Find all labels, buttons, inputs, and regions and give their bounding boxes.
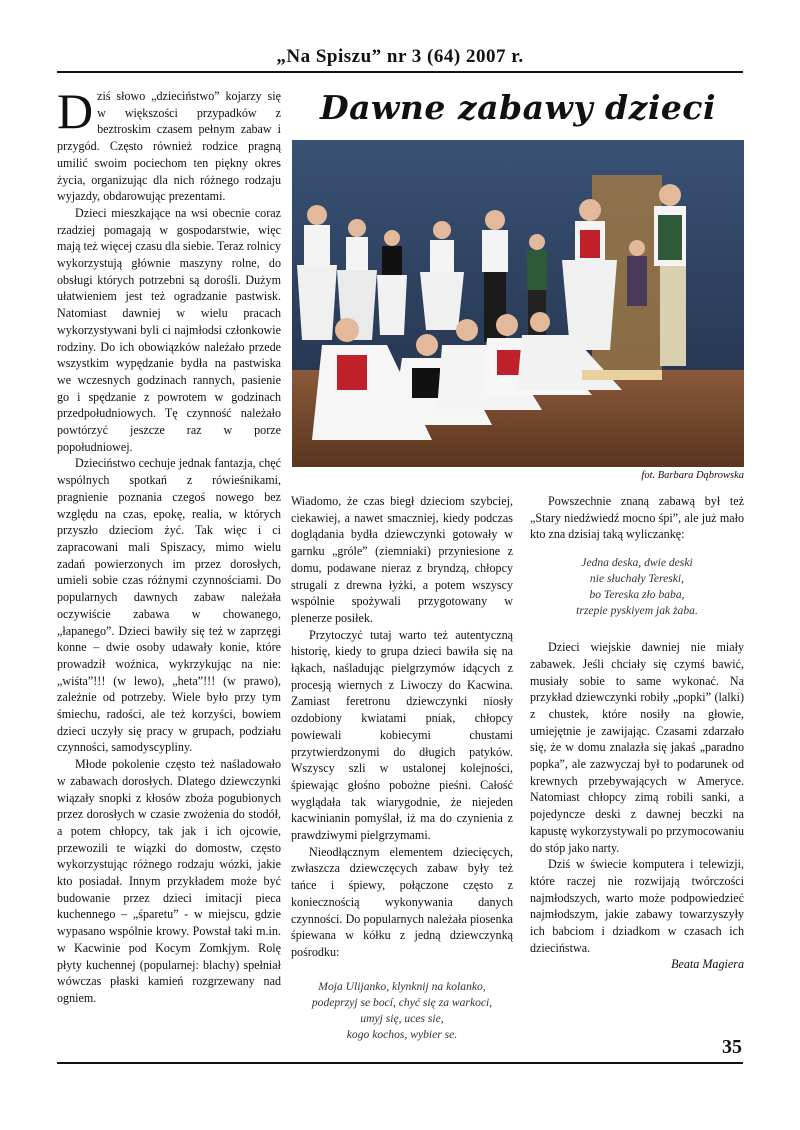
verse-line: umyj się, uces sie,	[360, 1011, 444, 1025]
paragraph: Młode pokolenie często też naśladowało w zabawach dorosłych. Dlatego dziewczynki wiązały snopki z kłosów zboża pogubionych przez dorosłych w czasie zwożenia do stodół, a potem chłopcy, tak jak i ich ojcowie, przewozili te wiązki do domostw, często wykorzystując różnego rodzaju wózki, jakie kto posiadał. Innym przykładem może być budowanie przez dzieci imitacji pieca kuchennego – „śparetu” - w miejscu, gdzie wypasano wspólnie krowy. Powstał taki m.in. w Kacwinie pod Kocym Zomkjym. Rolę płyty kuchennej (popularnej: blachy) spełniał wówczas płaski kamień rozgrzewany nad ogniem.	[57, 757, 281, 1005]
paragraph: Dzieciństwo cechuje jednak fantazja, chęć wspólnych spotkań z rówieśnikami, pragnienie poznania czegoś nowego bez względu na czas, epokę, realia, w których przyszło dzieciom żyć. Tak więc i ci zapracowani mali Spiszacy, mimo wielu zadań powierzonych im przez dorosłych, umieli sobie czas różnymi czynnościami. Do popularnych dawnych zabaw należała oczywiście zabawa w chowanego, „łapanego”. Dzieci bawiły się też w zaprzęgi konne – dwie osoby udawały konie, które prowadził woźnica, wykrzykując na nie: „wiśta”!!! (w lewo), „heta”!!! (w prawo), zależnie od potrzeby. Wiele było przy tym śmiechu, radości, ale też korzyści, bowiem dzieci uczyły się pracy w grupach, podziału czynności, samodyscypliny.	[57, 456, 281, 755]
column-3	[530, 493, 744, 973]
verse-line: trzepie pyskiyem jak żaba.	[576, 604, 698, 618]
paragraph: Wiadomo, że czas biegł dzieciom szybciej, ciekawiej, a nawet smaczniej, kiedy podczas doglądania bydła dziewczynki gotowały w garnku „gróle” (ziemniaki) przyniesione z domu, podawane nieraz z bryndzą, chłopcy strugali z drewna łyżki, a potem wszyscy wspólnie spożywali przygotowany w plenerze posiłek.	[291, 494, 513, 625]
header-rule	[57, 71, 743, 73]
paragraph: Dziś słowo „dzieciństwo” kojarzy się w większości przypadków z beztroskim czasem pełnym zabaw i przygód. Często również rodzice pragną umilić swoim pociechom ten piękny okres życia, organizując dla nich różnego rodzaju wyjazdy, obdarowując prezentami.	[57, 83, 281, 204]
paragraph: Dzieci wiejskie dawniej nie miały zabawek. Jeśli chciały się czymś bawić, musiały sobie to same wykonać. Na przykład dziewczynki robiły „popki” (lalki) z chustek, które nosiły na głowie, umiejętnie je zawijając. Czasami zdarzało się, że w domu znalazła się jakaś „paradno popka”, ale zazwyczaj był to podarunek od krewnych przebywających w Ameryce. Natomiast chłopcy zimą robili sanki, a pojedyncze deski z dawnej beczki na kapustę wykorzystywali po przymocowaniu do stóp jako narty.	[530, 640, 744, 855]
paragraph: Dziś w świecie komputera i telewizji, które raczej nie rozwijają twórczości najmłodszych, warto może podpowiedzieć najmłodszym, jakie zabawy towarzyszyły ich babciom i dziadkom w czasach ich dzieciństwa.	[530, 857, 744, 955]
verse-line: podeprzyj se bocí, chyć się za warkoci,	[311, 995, 493, 1009]
counting-rhyme	[530, 555, 744, 619]
song-verse	[291, 979, 513, 1043]
verse-line: bo Tereska zło baba,	[589, 588, 685, 602]
paragraph: Dzieci mieszkające na wsi obecnie coraz rzadziej pomagają w gospodarstwie, więc mają też więcej czasu dla siebie. Teraz rolnicy wykorzystują głównie maszyny rolne, do obsługi których potrzebni są dorośli. Dużym ułatwieniem jest też ogradzanie pastwisk. Natomiast dawniej w wielu pracach wykorzystywani byli ci najmłodsi członkowie rodziny. Do ich obowiązków należało przede wszystkim wypędzanie bydła na pastwiska we wczesnych godzinach rannych, pasienie go i spędzanie z powrotem w godzinach przedpołudniowych. Tę czynność należało powtórzyć jeszcze raz w porze popołudniowej.	[57, 205, 281, 454]
verse-line: Moja Ulijanko, klynknij na kolanko,	[318, 979, 486, 993]
running-header: „Na Spiszu” nr 3 (64) 2007 r.	[276, 46, 524, 67]
footer-rule	[57, 1062, 743, 1064]
author-signature: Beata Magiera	[671, 957, 744, 972]
verse-line: kogo kochos, wybier se.	[346, 1027, 458, 1041]
column-1	[57, 83, 281, 1007]
column-2	[291, 493, 513, 1043]
dancing-children-photo	[292, 140, 744, 467]
paragraph: Przytoczyć tutaj warto też autentyczną historię, kiedy to grupa dzieci bawiła się na łąkach, naśladując pielgrzymów idących z procesją wiernych z Liwoczy do Kacwina. Zamiast feretronu dziewczynki niosły ozdobiony kwiatami pniak, chłopcy powiewali kobiecymi chustami przytwierdzonymi do długich patyków. Wszyscy szli w ustalonej kolejności, śpiewając głośno pobożne pieśni. Całość wyglądała tak wiarygodnie, że niejeden kacwinianin pomyślał, iż ma do czynienia z prawdziwymi pielgrzymami.	[291, 627, 513, 843]
verse-line: Jedna deska, dwie deski	[581, 556, 693, 570]
verse-line: nie słuchały Tereski,	[589, 572, 685, 586]
photo-caption: fot. Barbara Dąbrowska	[641, 470, 744, 481]
paragraph: Nieodłącznym elementem dziecięcych, zwłaszcza dziewczęcych zabaw były też tańce i śpiewy, połączone często z koniecznością wykonywania danych czynności. Do popularnych należała piosenka śpiewana w kółku z jedną dziewczynką pośrodku:	[291, 844, 513, 959]
drop-cap: D	[57, 83, 94, 139]
paragraph: Powszechnie znaną zabawą był też „Stary niedźwiedź mocno śpi”, ale już mało kto zna dzisiaj taką wyliczankę:	[530, 494, 744, 542]
page-number: 35	[722, 1036, 742, 1058]
photo-illustration	[292, 140, 744, 467]
article-title: Dawne zabawy dzieci	[319, 88, 716, 127]
